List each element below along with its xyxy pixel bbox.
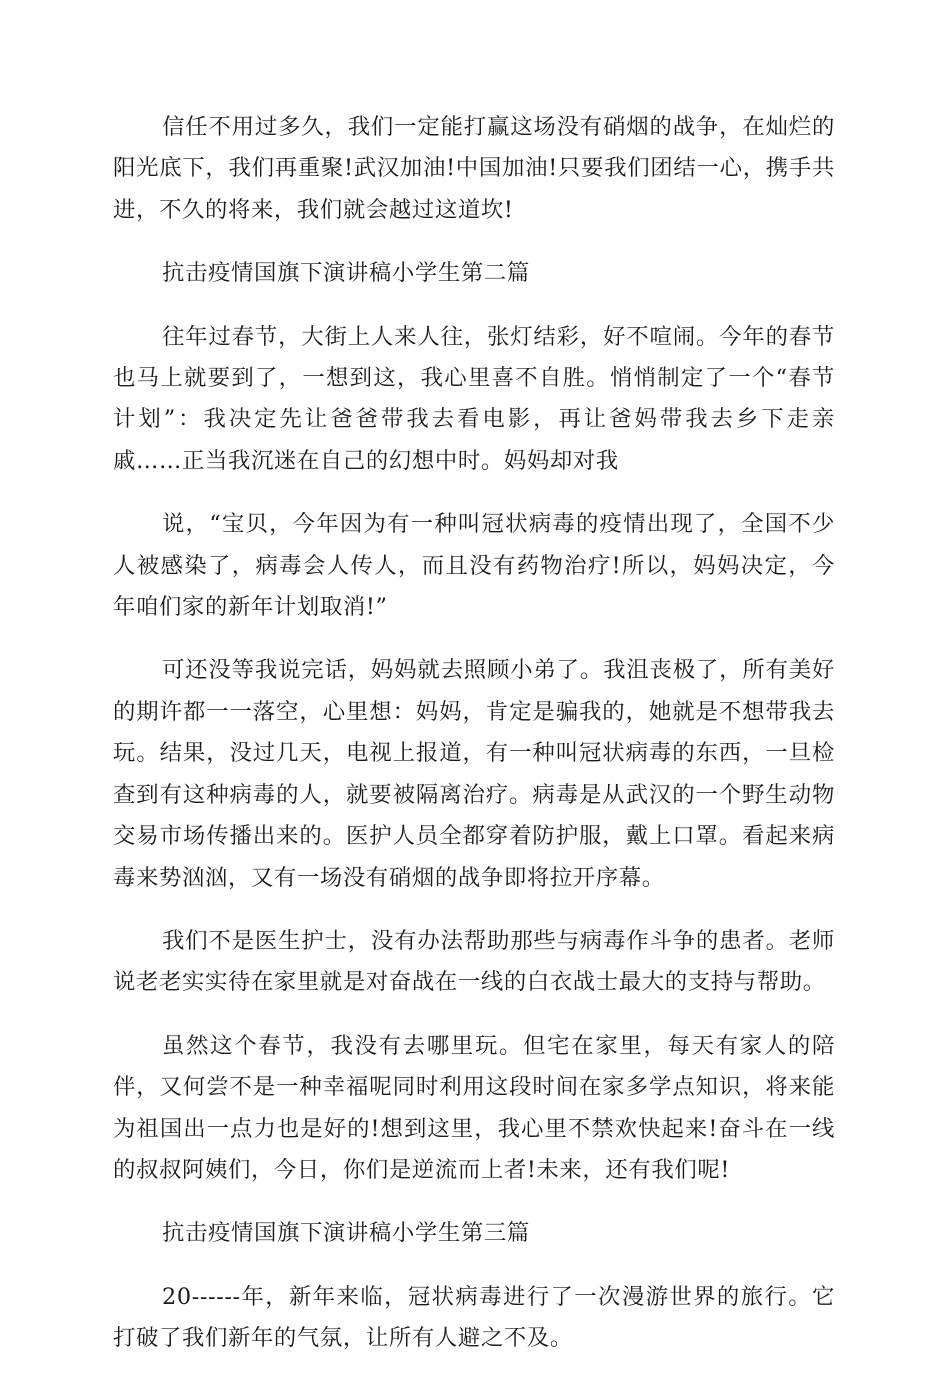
paragraph-new-year-virus: 20------年，新年来临，冠状病毒进行了一次漫游世界的旅行。它打破了我们新年的气氛，让所有人避之不及。 xyxy=(113,1283,835,1352)
paragraph-closing-first-speech: 信任不用过多久，我们一定能打赢这场没有硝烟的战争，在灿烂的阳光底下，我们再重聚!武汉加油!中国加油!只要我们团结一心，携手共进，不久的将来，我们就会越过这道坎! xyxy=(113,114,835,223)
section-heading-second: 抗击疫情国旗下演讲稿小学生第二篇 xyxy=(162,260,530,287)
paragraph-virus-news: 可还没等我说完话，妈妈就去照顾小弟了。我沮丧极了，所有美好的期许都一一落空，心里想：妈妈，肯定是骗我的，她就是不想带我去玩。结果，没过几天，电视上报道，有一种叫冠状病毒的东西，一旦检查到有这种病毒的人，就要被隔离治疗。病毒是从武汉的一个野生动物交易市场传播出来的。医护人员全都穿着防护服，戴上口罩。看起来病毒来势汹汹，又有一场没有硝烟的战争即将拉开序幕。 xyxy=(113,657,835,891)
section-heading-third: 抗击疫情国旗下演讲稿小学生第三篇 xyxy=(162,1220,530,1247)
paragraph-stay-home: 我们不是医生护士，没有办法帮助那些与病毒作斗争的患者。老师说老老实实待在家里就是对奋战在一线的白衣战士最大的支持与帮助。 xyxy=(113,927,835,996)
document-body xyxy=(113,107,835,1382)
paragraph-mother-says: 说，“宝贝，今年因为有一种叫冠状病毒的疫情出现了，全国不少人被感染了，病毒会人传人，而且没有药物治疗!所以，妈妈决定，今年咱们家的新年计划取消!” xyxy=(113,511,835,621)
paragraph-spring-festival-plan: 往年过春节，大街上人来人往，张灯结彩，好不喧闹。今年的春节也马上就要到了，一想到这，我心里喜不自胜。悄悄制定了一个“春节计划”：我决定先让爸爸带我去看电影，再让爸妈带我去乡下走亲戚……正当我沉迷在自己的幻想中时。妈妈却对我 xyxy=(113,323,835,474)
paragraph-family-happiness: 虽然这个春节，我没有去哪里玩。但宅在家里，每天有家人的陪伴，又何尝不是一种幸福呢同时利用这段时间在家多学点知识，将来能为祖国出一点力也是好的!想到这里，我心里不禁欢快起来!奋斗在一线的叔叔阿姨们，今日，你们是逆流而上者!未来，还有我们呢! xyxy=(113,1032,835,1183)
